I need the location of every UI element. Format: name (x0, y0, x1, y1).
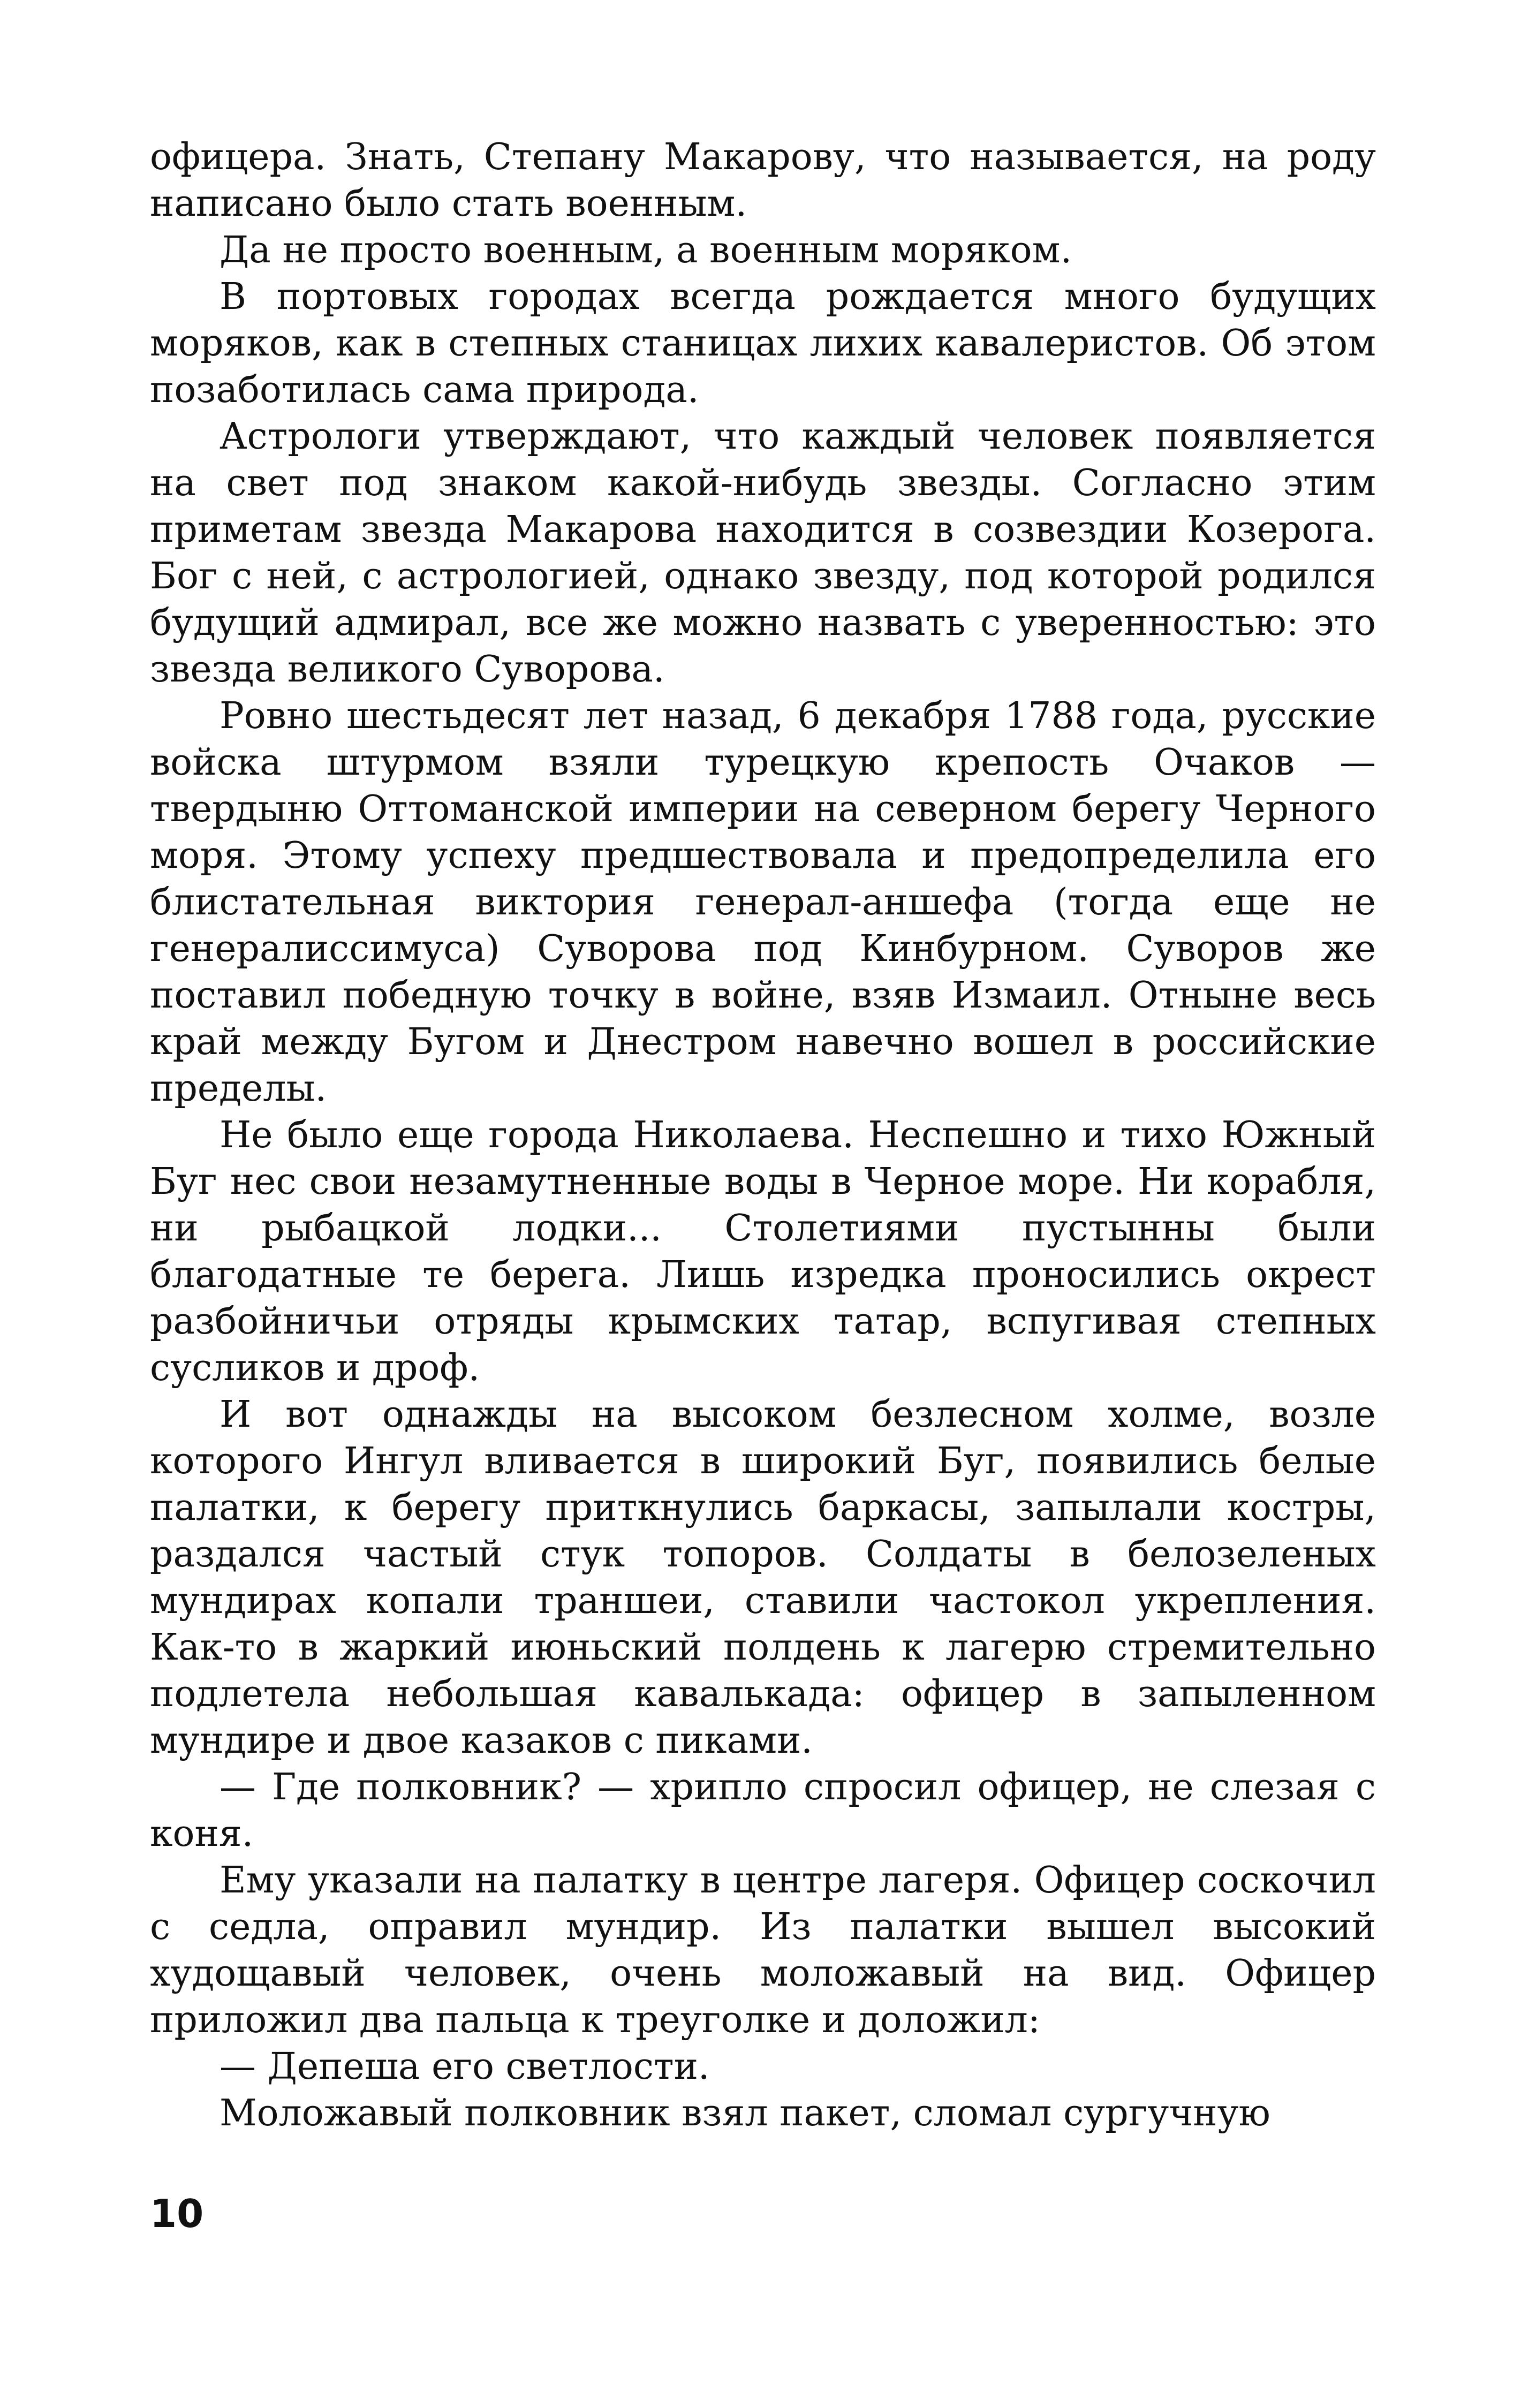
paragraph-7: И вот однажды на высоком безлесном холме, возле которого Ингул вливается в широкий Буг, появились белые палатки, к берегу приткнулись баркасы, запылали костры, раздался частый стук топоров. Солдаты в белозеленых мундирах копали траншеи, ставили частокол укрепления. Как-то в жаркий июньский полдень к лагерю стремительно подлетела небольшая кавалькада: офицер в запыленном мундире и двое казаков с пиками. (150, 1394, 1376, 1762)
paragraph-6: Не было еще города Николаева. Неспешно и тихо Южный Буг нес свои незамутненные воды в Черное море. Ни корабля, ни рыбацкой лодки... Столетиями пустынны были благодатные те берега. Лишь изредка проносились окрест разбойничьи отряды крымских татар, вспугивая степных сусликов и дроф. (150, 1114, 1376, 1389)
paragraph-10: — Депеша его светлости. (220, 2046, 710, 2088)
paragraph-4: Астрологи утверждают, что каждый человек появляется на свет под знаком какой-нибудь звезды. Согласно этим приметам звезда Макарова находится в созвездии Козерога. Бог с ней, с астрологией, однако звезду, под которой родился будущий адмирал, все же можно назвать с уверенностью: это звезда великого Суворова. (150, 415, 1376, 691)
page-number: 10 (150, 2191, 204, 2236)
paragraph-5: Ровно шестьдесят лет назад, 6 декабря 1788 года, русские войска штурмом взяли турецкую крепость Очаков — твердыню Оттоманской империи на северном берегу Черного моря. Этому успеху предшествовала и предопределила его блистательная виктория генерал-аншефа (тогда еще не генералиссимуса) Суворова под Кинбурном. Суворов же поставил победную точку в войне, взяв Измаил. Отныне весь край между Бугом и Днестром навечно вошел в российские пределы. (150, 695, 1376, 1110)
paragraph-11: Моложавый полковник взял пакет, сломал сургучную (220, 2092, 1270, 2134)
paragraph-9: Ему указали на палатку в центре лагеря. Офицер соскочил с седла, оправил мундир. Из палатки вышел высокий худощавый человек, очень моложавый на вид. Офицер приложил два пальца к треуголке и доложил: (150, 1859, 1376, 2041)
page-body (150, 134, 1376, 2137)
paragraph-8: — Где полковник? — хрипло спросил офицер, не слезая с коня. (150, 1766, 1376, 1855)
paragraph-2: Да не просто военным, а военным моряком. (220, 229, 1072, 271)
paragraph-3: В портовых городах всегда рождается много будущих моряков, как в степных станицах лихих кавалеристов. Об этом позаботилась сама природа. (150, 276, 1376, 411)
paragraph-1: офицера. Знать, Степану Макарову, что называется, на роду написано было стать военным. (150, 136, 1376, 225)
